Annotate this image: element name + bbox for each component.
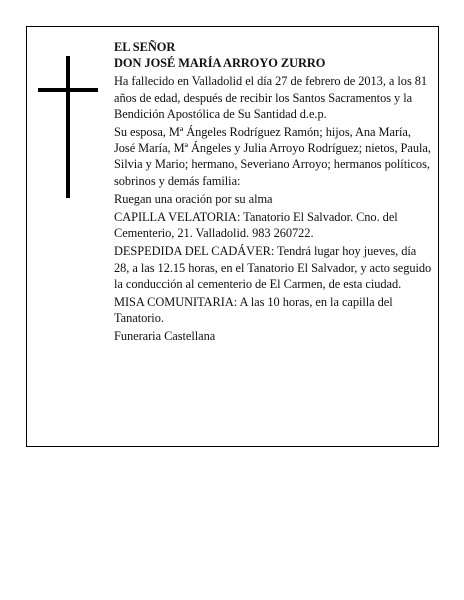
notice-mass-details: MISA COMUNITARIA: A las 10 horas, en la capilla del Tanatorio. [114, 295, 393, 326]
obituary-notice [26, 26, 439, 447]
cross-vertical-bar [66, 56, 70, 198]
notice-prayer-request: Ruegan una oración por su alma [114, 191, 273, 206]
notice-body [114, 39, 432, 347]
notice-family-list: Su esposa, Mª Ángeles Rodríguez Ramón; hijos, Ana María, José María, Mª Ángeles y Julia Arroyo Rodríguez; nietos, Paula, Silvia y Mario; hermano, Severiano Arroyo; hermanos políticos, sobrinos y demás familia: [114, 125, 431, 188]
cross-icon [38, 56, 98, 198]
notice-death-announcement: Ha fallecido en Valladolid el día 27 de febrero de 2013, a los 81 años de edad, después de recibir los Santos Sacramentos y la Bendición Apostólica de Su Santidad d.e.p. [114, 74, 428, 121]
notice-deceased-name: DON JOSÉ MARÍA ARROYO ZURRO [114, 56, 326, 71]
notice-title-honorific: EL SEÑOR [114, 40, 176, 54]
notice-farewell-details: DESPEDIDA DEL CADÁVER: Tendrá lugar hoy jueves, día 28, a las 12.15 horas, en el Tanatorio El Salvador, y acto seguido la conducción al cementerio de El Carmen, de esta ciudad. [114, 244, 432, 291]
notice-wake-location: CAPILLA VELATORIA: Tanatorio El Salvador. Cno. del Cementerio, 21. Valladolid. 983 260722. [114, 210, 398, 241]
cross-horizontal-bar [38, 88, 98, 92]
notice-funeral-home: Funeraria Castellana [114, 329, 216, 344]
